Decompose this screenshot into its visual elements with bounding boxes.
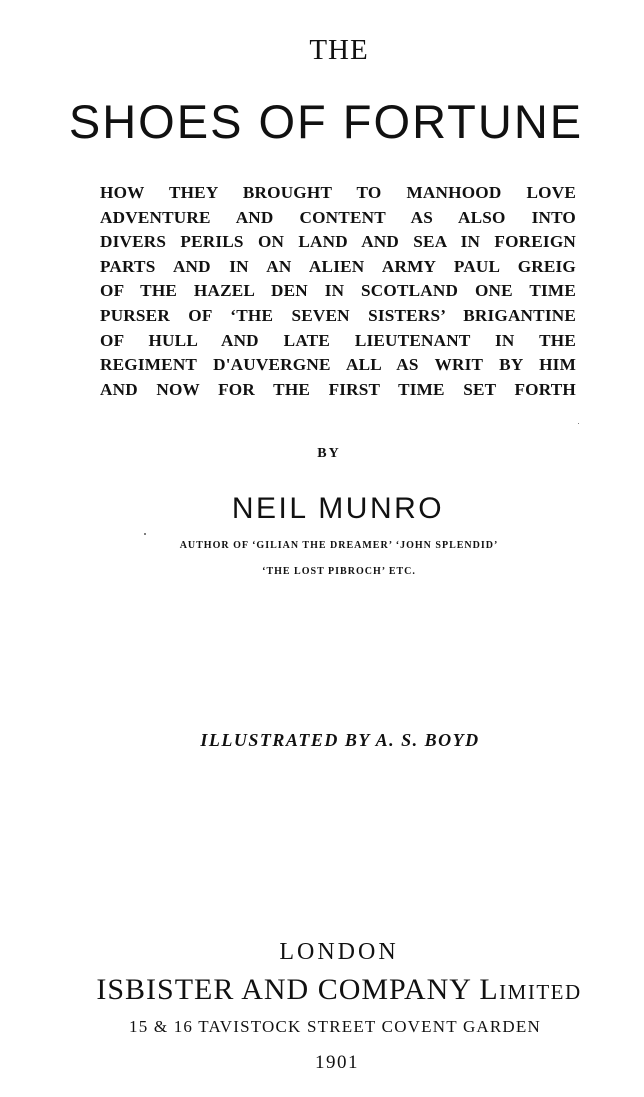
subtitle-line: PARTS AND IN AN ALIEN ARMY PAUL GREIG: [100, 256, 576, 276]
subtitle-line: REGIMENT D'AUVERGNE ALL AS WRIT BY HIM: [100, 355, 576, 375]
imprint-city: LONDON: [279, 939, 399, 965]
imprint-publisher: [0, 975, 644, 1005]
other-works-line-1: AUTHOR OF ‘GILIAN THE DREAMER’ ‘JOHN SPLENDID’: [179, 540, 499, 551]
title-article: THE: [309, 34, 369, 66]
subtitle-block: [100, 181, 576, 402]
other-works-line-2: ‘THE LOST PIBROCH’ ETC.: [262, 566, 416, 577]
subtitle-line: OF HULL AND LATE LIEUTENANT IN THE: [100, 330, 576, 350]
subtitle-line: HOW THEY BROUGHT TO MANHOOD LOVE: [100, 183, 576, 202]
subtitle-line: OF THE HAZEL DEN IN SCOTLAND ONE TIME: [100, 281, 576, 301]
publisher-name: ISBISTER AND COMPANY: [96, 973, 471, 1006]
subtitle-line: PURSER OF ‘THE SEVEN SISTERS’ BRIGANTINE: [100, 305, 576, 325]
illustrator-credit: ILLUSTRATED BY A. S. BOYD: [200, 730, 480, 750]
subtitle-line: AND NOW FOR THE FIRST TIME SET FORTH: [100, 379, 576, 399]
publisher-suffix: Limited: [479, 973, 582, 1006]
print-speck: [578, 423, 579, 424]
book-title: SHOES OF FORTUNE: [68, 95, 584, 148]
imprint-address: 15 & 16 TAVISTOCK STREET COVENT GARDEN: [129, 1017, 541, 1036]
by-line: BY: [317, 446, 341, 461]
subtitle-line: ADVENTURE AND CONTENT AS ALSO INTO: [100, 207, 576, 227]
imprint-year: 1901: [315, 1052, 359, 1073]
author-name: NEIL MUNRO: [231, 492, 445, 525]
subtitle-line: DIVERS PERILS ON LAND AND SEA IN FOREIGN: [100, 232, 576, 252]
print-speck: [144, 533, 146, 535]
